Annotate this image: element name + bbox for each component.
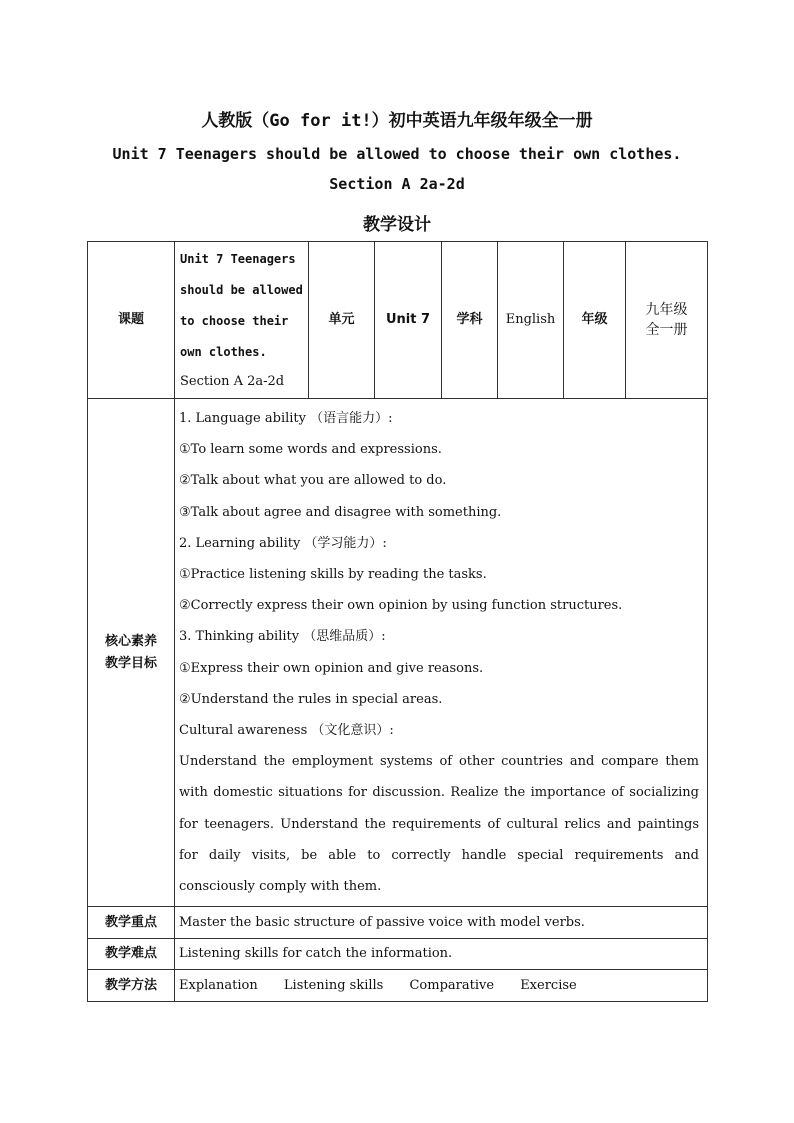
lesson-plan-table xyxy=(87,241,708,1002)
goal-line: 2. Learning ability （学习能力）: xyxy=(179,535,387,551)
difficulties-label: 教学难点 xyxy=(88,939,175,970)
method-item: Comparative xyxy=(409,977,495,993)
document-title: 人教版（Go for it!）初中英语九年级年级全一册 xyxy=(201,111,593,131)
methods-value xyxy=(175,970,708,1002)
topic-title-line: own clothes. xyxy=(180,345,267,359)
goal-line: ①Express their own opinion and give reasons. xyxy=(179,660,484,676)
topic-title-line: to choose their xyxy=(180,314,289,328)
goal-line: ③Talk about agree and disagree with something. xyxy=(179,504,502,520)
goal-line: 3. Thinking ability （思维品质）: xyxy=(179,629,386,645)
goals-content xyxy=(175,399,708,907)
goal-line: ②Understand the rules in special areas. xyxy=(179,691,443,707)
difficulties-value: Listening skills for catch the information. xyxy=(175,939,708,970)
subject-label: 学科 xyxy=(442,242,498,399)
goals-label-line: 教学目标 xyxy=(104,655,157,671)
goal-line: ①To learn some words and expressions. xyxy=(179,442,442,458)
cultural-awareness-paragraph: Understand the employment systems of other countries and compare them with domestic situations for discussion. Realize the importance of socializing for teenagers. Understand the requirements of cultural relics and paintings for daily visits, be able to correctly handle special requirements and consciously comply with them. xyxy=(179,754,699,895)
subject-value: English xyxy=(498,242,564,399)
methods-label: 教学方法 xyxy=(88,970,175,1002)
goal-line: ②Talk about what you are allowed to do. xyxy=(179,473,447,489)
grade-value-line: 全一册 xyxy=(645,322,688,338)
goals-label xyxy=(88,399,175,907)
unit-title: Unit 7 Teenagers should be allowed to choose their own clothes. xyxy=(112,145,682,163)
grade-value xyxy=(626,242,708,399)
key-points-label: 教学重点 xyxy=(88,907,175,939)
topic-label: 课题 xyxy=(88,242,175,399)
goals-label-line: 核心素养 xyxy=(104,633,157,649)
goal-line: ②Correctly express their own opinion by using function structures. xyxy=(179,598,623,614)
grade-value-line: 九年级 xyxy=(645,302,688,318)
section-title: Section A 2a-2d xyxy=(329,175,465,193)
method-item: Exercise xyxy=(520,977,577,993)
goal-line: 1. Language ability （语言能力）: xyxy=(179,411,393,426)
key-points-row xyxy=(88,907,708,939)
method-item: Explanation xyxy=(179,977,258,993)
goals-row xyxy=(88,399,708,907)
topic-title-line: Unit 7 Teenagers xyxy=(180,252,296,266)
unit-label: 单元 xyxy=(309,242,375,399)
topic-section: Section A 2a-2d xyxy=(180,374,285,389)
document-type: 教学设计 xyxy=(363,215,431,235)
grade-label: 年级 xyxy=(564,242,626,399)
unit-value: Unit 7 xyxy=(375,242,442,399)
topic-title-line: should be allowed xyxy=(180,283,303,297)
topic-value xyxy=(175,242,309,399)
info-row xyxy=(88,242,708,399)
goal-line: ①Practice listening skills by reading the tasks. xyxy=(179,567,487,583)
difficulties-row xyxy=(88,939,708,970)
key-points-value: Master the basic structure of passive voice with model verbs. xyxy=(175,907,708,939)
methods-row xyxy=(88,970,708,1002)
goal-line: Cultural awareness （文化意识）: xyxy=(179,723,394,739)
method-item: Listening skills xyxy=(283,977,384,993)
